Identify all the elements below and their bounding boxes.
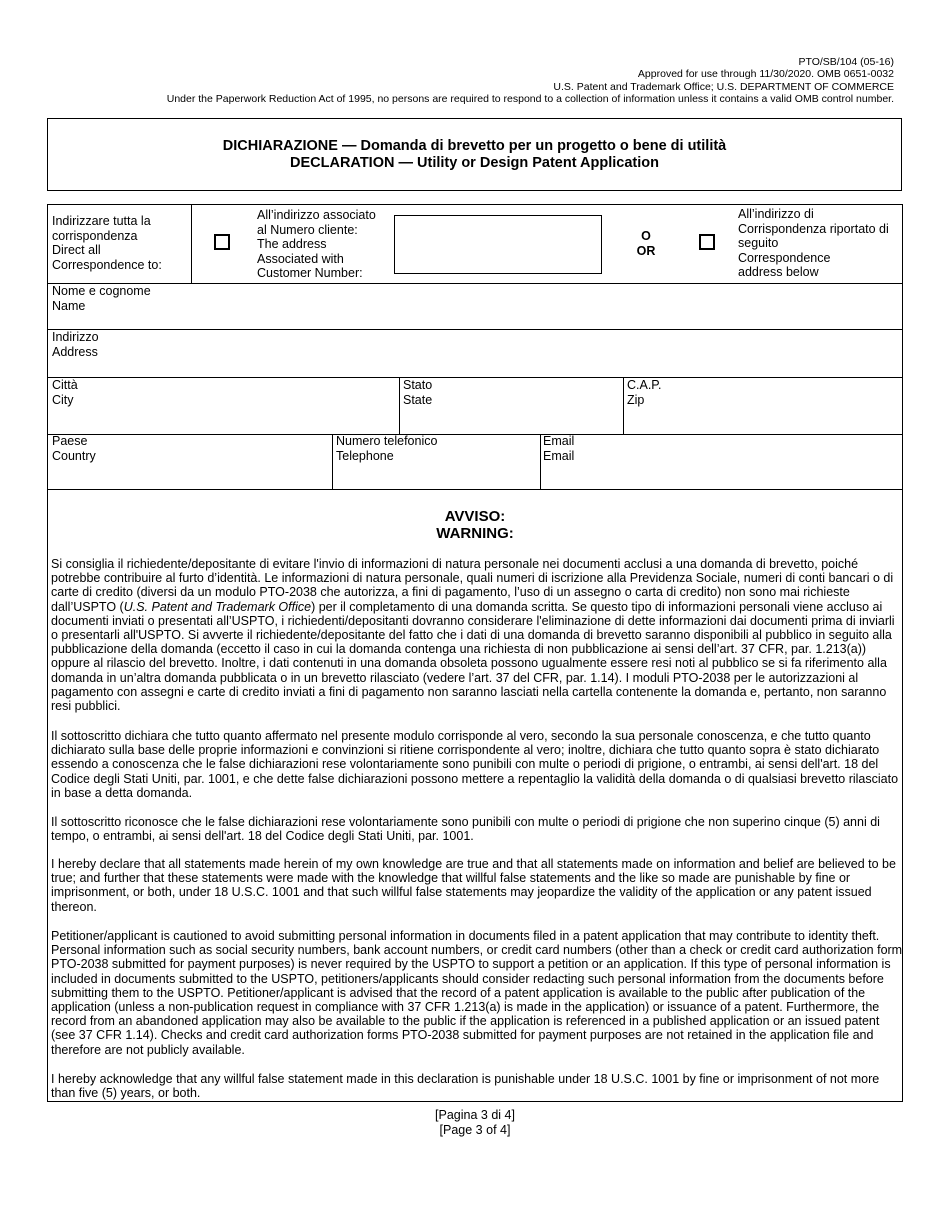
divider: [48, 329, 902, 330]
divider: [332, 434, 333, 489]
or-separator: [626, 229, 666, 258]
below-label-en-2: address below: [738, 265, 819, 279]
omb-approval: Approved for use through 11/30/2020. OMB 0651-0032: [637, 68, 894, 81]
customer-label-en-3: Customer Number:: [257, 266, 363, 280]
warning-title-it: AVVISO:: [444, 508, 506, 525]
declaration-paragraph-it: Il sottoscritto dichiara che tutto quanto affermato nel presente modulo corrisponde al vero, secondo la sua personale conoscenza, e che tutto quanto dichiarato sulla base delle proprie informazioni e convinzioni si ritiene corrispondente al vero; inoltre, dichiara che tutto quanto sopra è stato dichiarato essendo a conoscenza che le false dichiarazioni rese volontariamente sono punibili con multe o periodi di prigione, o entrambi, ai sensi dell'art. 18 del Codice degli Stati Uniti, par. 1001, e che dette false dichiarazioni possono mettere a repentaglio la validità della domanda o di qualsiasi brevetto rilasciato in base a detta domanda.: [51, 729, 899, 800]
below-label-it-3: seguito: [738, 236, 779, 250]
warning-title-en: WARNING:: [436, 525, 514, 542]
customer-number-input[interactable]: [394, 215, 602, 274]
address-label-it: Indirizzo: [52, 330, 99, 344]
name-label-en: Name: [52, 298, 86, 313]
name-field[interactable]: [52, 284, 151, 313]
zip-field[interactable]: [627, 378, 662, 407]
phone-label-it: Numero telefonico: [336, 434, 438, 448]
page-footer: [0, 1108, 950, 1137]
email-field[interactable]: [543, 434, 574, 463]
warning-paragraph-en: Petitioner/applicant is cautioned to avoid submitting personal information in documents filed in a patent application that may contribute to identity theft. Personal information such as social security numbers, bank account numbers, or credit card numbers (other than a check or credit card authorization form PTO-2038 submitted for payment purposes) is never required by the USPTO to support a petition or an application. If this type of personal information is included in documents submitted to the USPTO, petitioners/applicants should consider redacting such personal information from the documents before submitting them to the USPTO. Petitioner/applicant is advised that the record of a patent application is available to the public after publication of the application (unless a non-publication request in compliance with 37 CFR 1.213(a) is made in the application) or issuance of a patent. Furthermore, the record from an abandoned application may also be available to the public if the application is referenced in a published application or an issued patent (see 37 CFR 1.14). Checks and credit card authorization forms PTO-2038 submitted for payment purposes are not retained in the application file and therefore are not publicly available.: [51, 929, 903, 1057]
city-label-en: City: [52, 392, 74, 407]
acknowledgement-paragraph-en: I hereby acknowledge that any willful false statement made in this declaration is punishable under 18 U.S.C. 1001 by fine or imprisonment of not more than five (5) years, or both.: [51, 1072, 880, 1101]
zip-label-it: C.A.P.: [627, 378, 662, 392]
zip-label-en: Zip: [627, 392, 645, 407]
city-label-it: Città: [52, 378, 78, 392]
acknowledgement-paragraph-it: Il sottoscritto riconosce che le false dichiarazioni rese volontariamente sono punibili con multe o periodi di prigione che non superino cinque (5) anni di tempo, o entrambi, ai sensi dell'art. 18 del Codice degli Stati Uniti, par. 1001.: [51, 815, 880, 844]
country-label-it: Paese: [52, 434, 88, 448]
state-field[interactable]: [403, 378, 432, 407]
divider: [399, 377, 400, 434]
correspondence-label-it-2: corrispondenza: [52, 228, 138, 243]
address-below-label: [738, 207, 903, 280]
correspondence-label-it-1: Indirizzare tutta la: [52, 214, 151, 228]
below-label-en-1: Correspondence: [738, 250, 831, 265]
divider: [48, 377, 902, 378]
state-label-it: Stato: [403, 378, 433, 392]
warning-p1-start: Si consiglia il richiedente/depositante di evitare l'invio di informazioni di natura personale nei documenti acclusi a una domanda di brevetto, poiché potrebbe contribuire al furto d’identità. Le informazioni di natura personale, quali numeri di iscrizione alla Previdenza Sociale, numeri di conti bancari o di carte di credito (diversi da un modulo PTO-2038 che autorizza, a fini di pagamento, l’uso di un assegno o carta di credito) non sono mai richieste dall’USPTO (: [51, 557, 894, 614]
warning-p1-end: ) per il completamento di una domanda scritta. Se questo tipo di informazioni personali viene accluso ai documenti inviati o presentati all’USPTO, i richiedenti/depositanti dovranno considerare l'eliminazione di dette informazioni dai documenti prima di inviarli o presentarli all'USPTO. Si avverte il richiedente/depositante del fatto che i dati di una domanda di brevetto saranno disponibili al pubblico in seguito alla pubblicazione della domanda (eccetto il caso in cui la domanda contenga una richiesta di non pubblicazione ai sensi dell’art. 37 CFR, par. 1.213(a)) oppure al rilascio del brevetto. Inoltre, i dati contenuti in una domanda obsoleta possono ugualmente essere resi noti al pubblico se si fa riferimento alla domanda in un’altra domanda pubblicata o in un brevetto rilasciato (vedere l’art. 37 del CFR, par. 1.14). I moduli PTO-2038 per le autorizzazioni al pagamento con assegni e carte di credito inviati a fini di pagamento non saranno lasciati nella cartella contenente la domanda e, pertanto, non saranno resi pubblici.: [51, 599, 895, 714]
country-field[interactable]: [52, 434, 96, 463]
warning-heading: [48, 508, 902, 542]
customer-label-it-1: All’indirizzo associato: [257, 208, 376, 222]
customer-label-it-2: al Numero cliente:: [257, 222, 358, 237]
divider: [48, 283, 902, 284]
divider: [48, 434, 902, 435]
divider: [48, 489, 902, 490]
email-label-en: Email: [543, 448, 575, 463]
title-english: DECLARATION — Utility or Design Patent Application: [290, 155, 659, 171]
divider: [623, 377, 624, 434]
declaration-paragraph-en: I hereby declare that all statements made herein of my own knowledge are true and that all statements made on information and belief are believed to be true; and further that these statements were made with the knowledge that willful false statements and the like so made are punishable by fine or imprisonment, or both, under 18 U.S.C. 1001 and that such willful false statements may jeopardize the validity of the application or any patent issued thereon.: [51, 857, 896, 914]
city-field[interactable]: [52, 378, 78, 407]
paperwork-notice: Under the Paperwork Reduction Act of 1995, no persons are required to respond to a collection of information unless it contains a valid OMB control number.: [166, 93, 894, 106]
address-field[interactable]: [52, 330, 99, 359]
correspondence-label: [52, 214, 202, 272]
customer-number-checkbox[interactable]: [214, 234, 230, 250]
title-italian: DICHIARAZIONE — Domanda di brevetto per un progetto o bene di utilità: [222, 138, 727, 154]
state-label-en: State: [403, 392, 433, 407]
address-label-en: Address: [52, 344, 98, 359]
customer-label-en-1: The address: [257, 237, 327, 251]
page-number-en: [Page 3 of 4]: [439, 1122, 511, 1137]
email-label-it: Email: [543, 434, 575, 448]
warning-paragraph-it-1: [51, 557, 903, 713]
title-box: [47, 118, 902, 191]
name-label-it: Nome e cognome: [52, 284, 151, 298]
correspondence-label-en-2: Correspondence to:: [52, 257, 162, 272]
below-label-it-2: Corrispondenza riportato di: [738, 221, 889, 236]
customer-number-label: [257, 208, 397, 281]
or-it: O: [641, 229, 651, 243]
declaration-form: [47, 204, 903, 1102]
page-number-it: [Pagina 3 di 4]: [435, 1108, 515, 1122]
phone-label-en: Telephone: [336, 448, 394, 463]
divider: [540, 434, 541, 489]
form-header: [167, 56, 894, 106]
address-below-checkbox[interactable]: [699, 234, 715, 250]
or-en: OR: [636, 243, 656, 258]
uspto-name: U.S. Patent and Trademark Office: [123, 599, 312, 614]
customer-label-en-2: Associated with: [257, 251, 344, 266]
agency-name: U.S. Patent and Trademark Office; U.S. DEPARTMENT OF COMMERCE: [553, 80, 894, 93]
correspondence-label-en-1: Direct all: [52, 243, 101, 257]
country-label-en: Country: [52, 448, 96, 463]
form-id: PTO/SB/104 (05-16): [798, 56, 894, 68]
below-label-it-1: All’indirizzo di: [738, 207, 814, 221]
divider: [191, 205, 192, 283]
telephone-field[interactable]: [336, 434, 437, 463]
